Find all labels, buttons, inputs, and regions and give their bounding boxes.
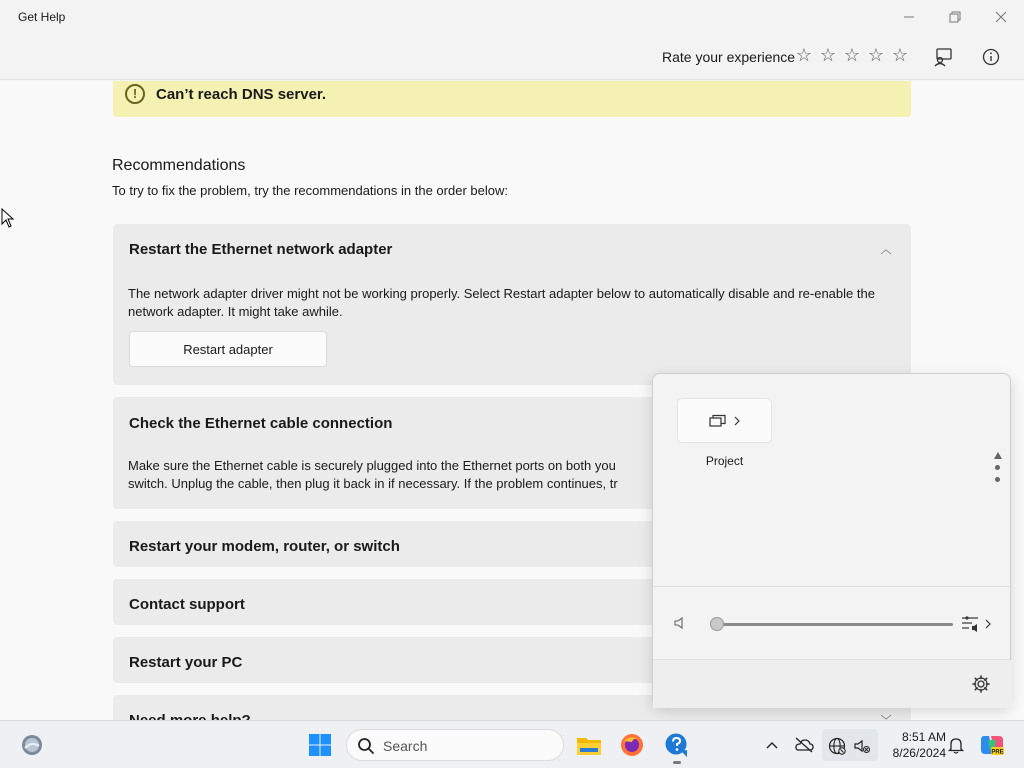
widgets-icon — [20, 733, 44, 757]
show-hidden-icons-button[interactable] — [762, 735, 782, 755]
recommendations-heading: Recommendations — [112, 157, 246, 174]
volume-slider-thumb[interactable] — [710, 617, 724, 631]
volume-muted-icon — [853, 737, 871, 755]
taskbar — [0, 720, 1024, 768]
card-title[interactable]: Restart the Ethernet network adapter — [129, 241, 393, 258]
chevron-right-icon — [984, 619, 992, 629]
minimize-icon — [903, 11, 915, 23]
star-icon[interactable]: ☆ — [891, 45, 909, 65]
copilot-icon — [979, 732, 1005, 758]
audio-output-icon — [961, 615, 981, 633]
recommendation-card — [113, 224, 911, 385]
card-title: Restart your PC — [129, 654, 243, 671]
project-label: Project — [705, 454, 744, 468]
start-icon — [308, 733, 332, 757]
feedback-icon — [933, 47, 953, 67]
audio-output-button[interactable] — [961, 614, 995, 634]
divider — [653, 586, 1012, 587]
notifications-button[interactable] — [946, 735, 966, 755]
info-button[interactable] — [980, 46, 1002, 68]
star-icon[interactable]: ☆ — [819, 45, 837, 65]
star-icon[interactable]: ☆ — [843, 45, 861, 65]
file-explorer-icon — [576, 733, 602, 757]
chevron-right-icon — [733, 416, 741, 426]
clock-time: 8:51 AM — [901, 730, 946, 744]
get-help-button[interactable] — [663, 731, 691, 759]
onedrive-button[interactable] — [794, 735, 814, 755]
speaker-icon[interactable] — [673, 615, 689, 631]
start-button[interactable] — [306, 731, 334, 759]
card-title: Restart your modem, router, or switch — [129, 538, 400, 555]
system-tray-group[interactable] — [822, 729, 878, 761]
get-help-icon — [664, 732, 690, 758]
mouse-cursor-icon — [1, 208, 15, 228]
recommendations-subtitle: To try to fix the problem, try the recommendations in the order below: — [112, 183, 508, 198]
quick-settings-flyout — [652, 373, 1011, 707]
warning-banner — [113, 81, 911, 117]
app-header — [0, 34, 1024, 80]
page-up-icon[interactable] — [994, 452, 1002, 459]
active-app-indicator — [673, 761, 681, 764]
widgets-button[interactable] — [18, 731, 46, 759]
close-icon — [995, 11, 1007, 23]
card-body: Make sure the Ethernet cable is securely plugged into the Ethernet ports on both you switch. Unplug the cable, then plug it back in if necessary. If the problem continues, tr — [128, 458, 618, 491]
info-icon — [982, 48, 1000, 66]
copilot-button[interactable] — [978, 731, 1006, 759]
copilot-badge: PRE — [991, 749, 1004, 756]
chevron-up-icon — [766, 741, 778, 749]
taskbar-search-box[interactable] — [346, 729, 564, 761]
app-title: Get Help — [18, 10, 66, 24]
clock-date: 8/26/2024 — [892, 746, 946, 760]
volume-slider-track[interactable] — [718, 623, 953, 626]
star-icon[interactable]: ☆ — [867, 45, 885, 65]
flyout-footer — [653, 659, 1012, 708]
firefox-button[interactable] — [618, 731, 646, 759]
restore-button[interactable] — [944, 6, 966, 28]
card-body: The network adapter driver might not be working properly. Select Restart adapter below to automatically disable and re-enable the network adapter. It might take awhile. — [128, 286, 875, 319]
file-explorer-button[interactable] — [575, 731, 603, 759]
card-title: Contact support — [129, 596, 245, 613]
search-label: Search — [383, 738, 428, 754]
firefox-icon — [620, 733, 644, 757]
gear-icon[interactable] — [971, 674, 991, 694]
project-button[interactable] — [677, 398, 772, 443]
clock[interactable] — [880, 729, 946, 761]
page-dot[interactable] — [995, 477, 1000, 482]
restore-icon — [949, 11, 961, 23]
notifications-icon — [948, 736, 964, 754]
rate-experience-label: Rate your experience — [662, 49, 796, 65]
chevron-up-icon[interactable]: ︿ — [880, 244, 892, 256]
project-icon — [709, 414, 727, 428]
warning-icon: ! — [125, 84, 145, 104]
search-icon — [357, 737, 375, 755]
warning-text: Can’t reach DNS server. — [156, 86, 327, 103]
onedrive-offline-icon — [794, 737, 814, 753]
rating-stars — [795, 46, 909, 64]
page-indicator[interactable] — [994, 452, 1002, 489]
close-button[interactable] — [990, 6, 1012, 28]
minimize-button[interactable] — [898, 6, 920, 28]
card-title[interactable]: Check the Ethernet cable connection — [129, 415, 393, 432]
page-dot[interactable] — [995, 465, 1000, 470]
star-icon[interactable]: ☆ — [795, 45, 813, 65]
title-bar — [0, 0, 1024, 34]
network-globe-icon — [828, 737, 846, 755]
restart-adapter-button[interactable]: Restart adapter — [129, 331, 327, 367]
feedback-button[interactable] — [932, 46, 954, 68]
